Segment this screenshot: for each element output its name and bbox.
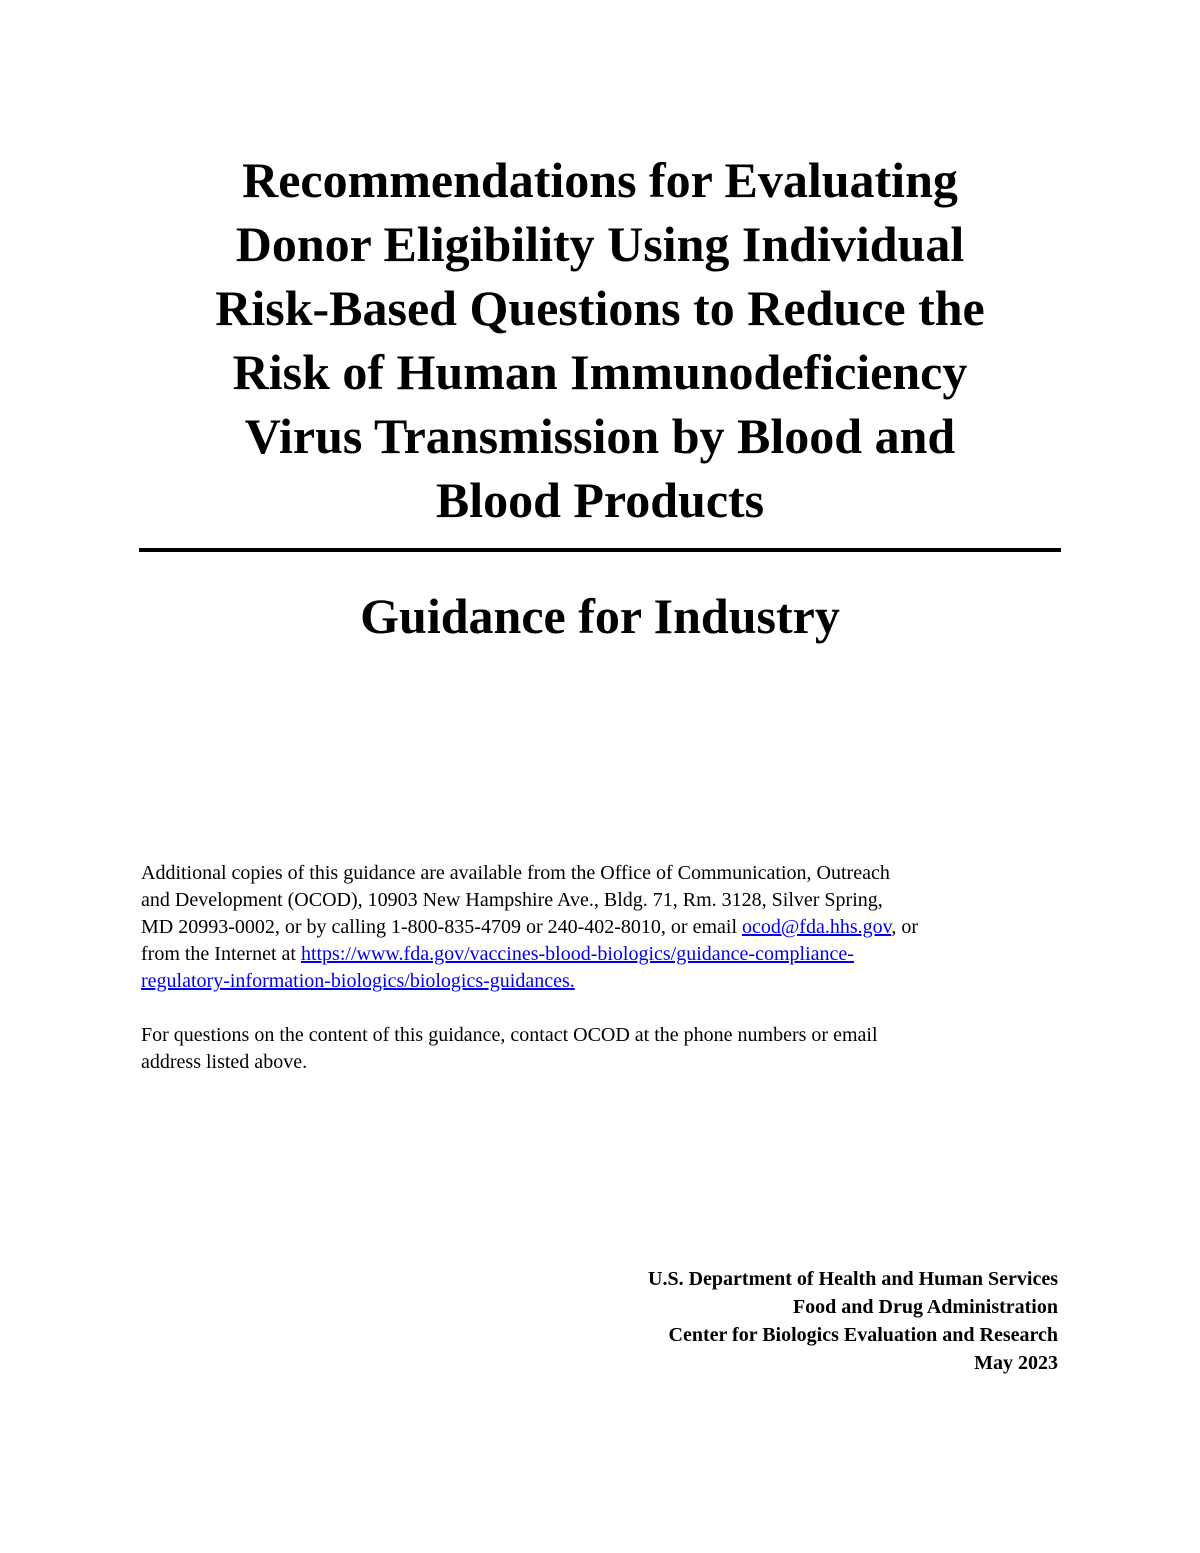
questions-line-2: address listed above. [141,1051,308,1073]
availability-line-2: and Development (OCOD), 10903 New Hampshire Ave., Bldg. 71, Rm. 3128, Silver Spring, [141,889,883,911]
publication-date: May 2023 [974,1352,1058,1374]
availability-line-3-suffix: , or [891,916,919,938]
availability-line-3-text: MD 20993-0002, or by calling 1-800-835-4709 or 240-402-8010, or email [141,916,743,938]
guidance-url-link-continued[interactable]: regulatory-information-biologics/biologics-guidances. [141,970,575,992]
guidance-url-link[interactable]: https://www.fda.gov/vaccines-blood-biologics/guidance-compliance- [300,943,854,965]
questions-paragraph [141,1022,1071,1076]
document-title [100,148,1100,532]
title-line-4: Risk of Human Immunodeficiency [232,344,968,400]
title-line-3: Risk-Based Questions to Reduce the [215,280,985,336]
title-divider [139,548,1061,552]
title-line-1: Recommendations for Evaluating [242,152,958,208]
questions-line-1: For questions on the content of this guidance, contact OCOD at the phone numbers or email [141,1024,878,1046]
publisher-center: Center for Biologics Evaluation and Research [668,1324,1058,1346]
availability-line-4 [141,941,1071,968]
availability-line-4-text: from the Internet at [141,943,301,965]
email-link[interactable]: ocod@fda.hhs.gov [742,916,892,938]
title-line-2: Donor Eligibility Using Individual [235,216,965,272]
contact-info [141,860,1071,1076]
publisher-block [648,1265,1058,1377]
title-line-6: Blood Products [435,472,765,528]
availability-paragraph [141,860,1071,995]
title-line-5: Virus Transmission by Blood and [244,408,956,464]
publisher-agency: Food and Drug Administration [792,1296,1058,1318]
publisher-department: U.S. Department of Health and Human Services [648,1268,1058,1290]
availability-line-1: Additional copies of this guidance are available from the Office of Communication, Outreach [141,862,890,884]
document-subtitle: Guidance for Industry [360,588,840,644]
availability-line-5 [141,968,1071,995]
availability-line-3 [141,914,1071,941]
